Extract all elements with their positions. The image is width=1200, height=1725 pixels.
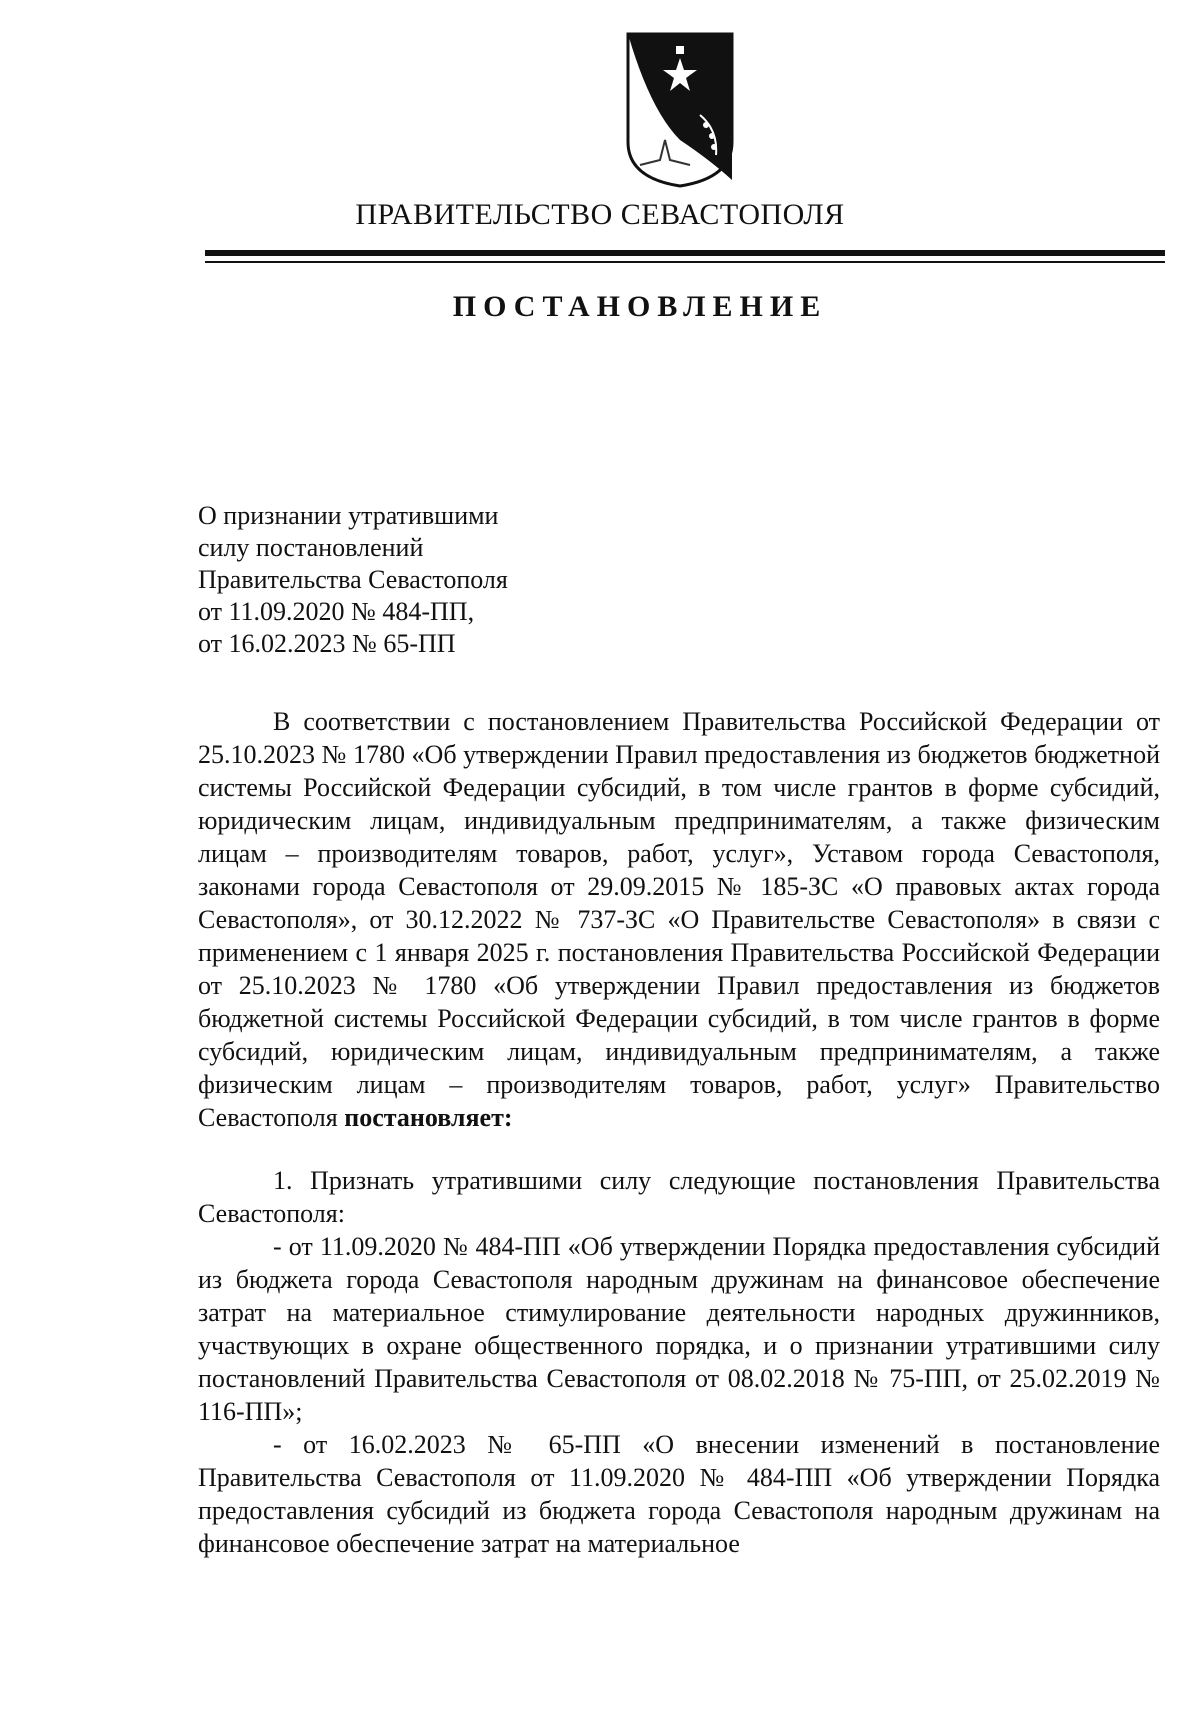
document-type-title: ПОСТАНОВЛЕНИЕ	[452, 290, 828, 323]
subject-line: О признании утратившими	[198, 501, 499, 530]
document-subject	[198, 500, 508, 660]
document-body	[198, 705, 1160, 1560]
preamble-text: В соответствии с постановлением Правительства Российской Федерации от 25.10.2023 № 1780 «Об утверждении Правил предоставления из бюджетов бюджетной системы Российской Федерации субсидий, в том числе грантов в форме субсидий, юридическим лицам, индивидуальным предпринимателям, а также физическим лицам – производителям товаров, работ, услуг», Уставом города Севастополя, законами города Севастополя от 29.09.2015 № 185-ЗС «О правовых актах города Севастополя», от 30.12.2022 № 737-ЗС «О Правительстве Севастополя» в связи с применением с 1 января 2025 г. постановления Правительства Российской Федерации от 25.10.2023 № 1780 «Об утверждении Правил предоставления из бюджетов бюджетной системы Российской Федерации субсидий, в том числе грантов в форме субсидий, юридическим лицам, индивидуальным предпринимателям, а также физическим лицам – производителям товаров, работ, услуг» Правительство Севастополя	[198, 707, 1160, 1132]
subject-line: от 11.09.2020 № 484-ПП,	[198, 597, 475, 626]
subject-line: от 16.02.2023 № 65-ПП	[198, 629, 456, 658]
coat-of-arms-icon	[620, 30, 740, 190]
preamble-paragraph	[198, 705, 1160, 1134]
header-rule-thick	[205, 250, 1165, 256]
item-1-paragraph: 1. Признать утратившими силу следующие постановления Правительства Севастополя:	[198, 1166, 1160, 1228]
header-rule-thin	[205, 261, 1165, 263]
government-name: ПРАВИТЕЛЬСТВО СЕВАСТОПОЛЯ	[355, 198, 845, 231]
item-1-bullet: - от 11.09.2020 № 484-ПП «Об утверждении Порядка предоставления субсидий из бюджета города Севастополя народным дружинам на финансовое обеспечение затрат на материальное стимулирование деятельности народных дружинников, участвующих в охране общественного порядка, и о признании утратившими силу постановлений Правительства Севастополя от 08.02.2018 № 75-ПП, от 25.02.2019 № 116-ПП»;	[198, 1232, 1160, 1426]
preamble-emphasis: постановляет:	[344, 1103, 513, 1132]
item-1-bullet: - от 16.02.2023 № 65-ПП «О внесении изменений в постановление Правительства Севастополя от 11.09.2020 № 484-ПП «Об утверждении Порядка предоставления субсидий из бюджета города Севастополя народным дружинам на финансовое обеспечение затрат на материальное	[198, 1430, 1160, 1558]
subject-line: силу постановлений	[198, 533, 424, 562]
subject-line: Правительства Севастополя	[198, 565, 508, 594]
